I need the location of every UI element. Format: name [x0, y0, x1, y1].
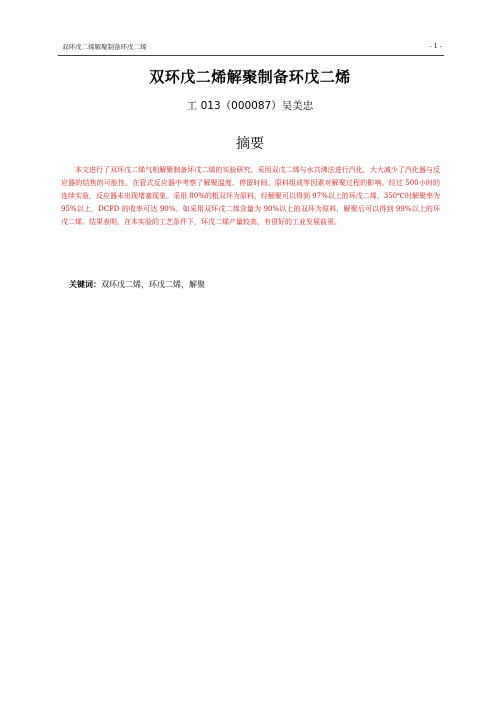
- keywords-text: 双环戊二烯，环戊二烯，解聚: [101, 280, 205, 289]
- header-rule: [58, 55, 444, 56]
- keywords-line: [69, 279, 205, 290]
- author-line: 工 013（000087）吴美忠: [186, 100, 314, 112]
- page-number: - 1 -: [429, 42, 442, 50]
- running-title: 双环戊二烯解聚制备环戊二烯: [62, 43, 147, 51]
- paper-title: 双环戊二烯解聚制备环戊二烯: [149, 68, 351, 86]
- abstract-body: 本文进行了双环戊二烯气相解聚制备环戊二烯的实验研究。采用双戊二烯与水共沸法进行汽化，大大减少了汽化器与反应器的结焦的可能性。在管式反应器中考察了解聚温度、停留时间、原料组成等因素对解聚过程的影响。经过 500小时的连续实验，反应器未出现堵塞现象。采用 80%的粗双环为原料，经解聚可以得到 97%以上的环戊二烯，350℃时解聚率为95%以上，DCPD 的收率可达 90%。如采用双环戊二烯含量为 90%以上的双环为原料，解聚后可以得到 99%以上的环戊二烯。结果表明，在本实验的工艺条件下，环戊二烯产量较高，有很好的工业发展前景。: [61, 166, 440, 226]
- keywords-label: 关键词：: [69, 280, 101, 289]
- running-header: [62, 42, 442, 51]
- abstract-heading: 摘要: [236, 136, 264, 152]
